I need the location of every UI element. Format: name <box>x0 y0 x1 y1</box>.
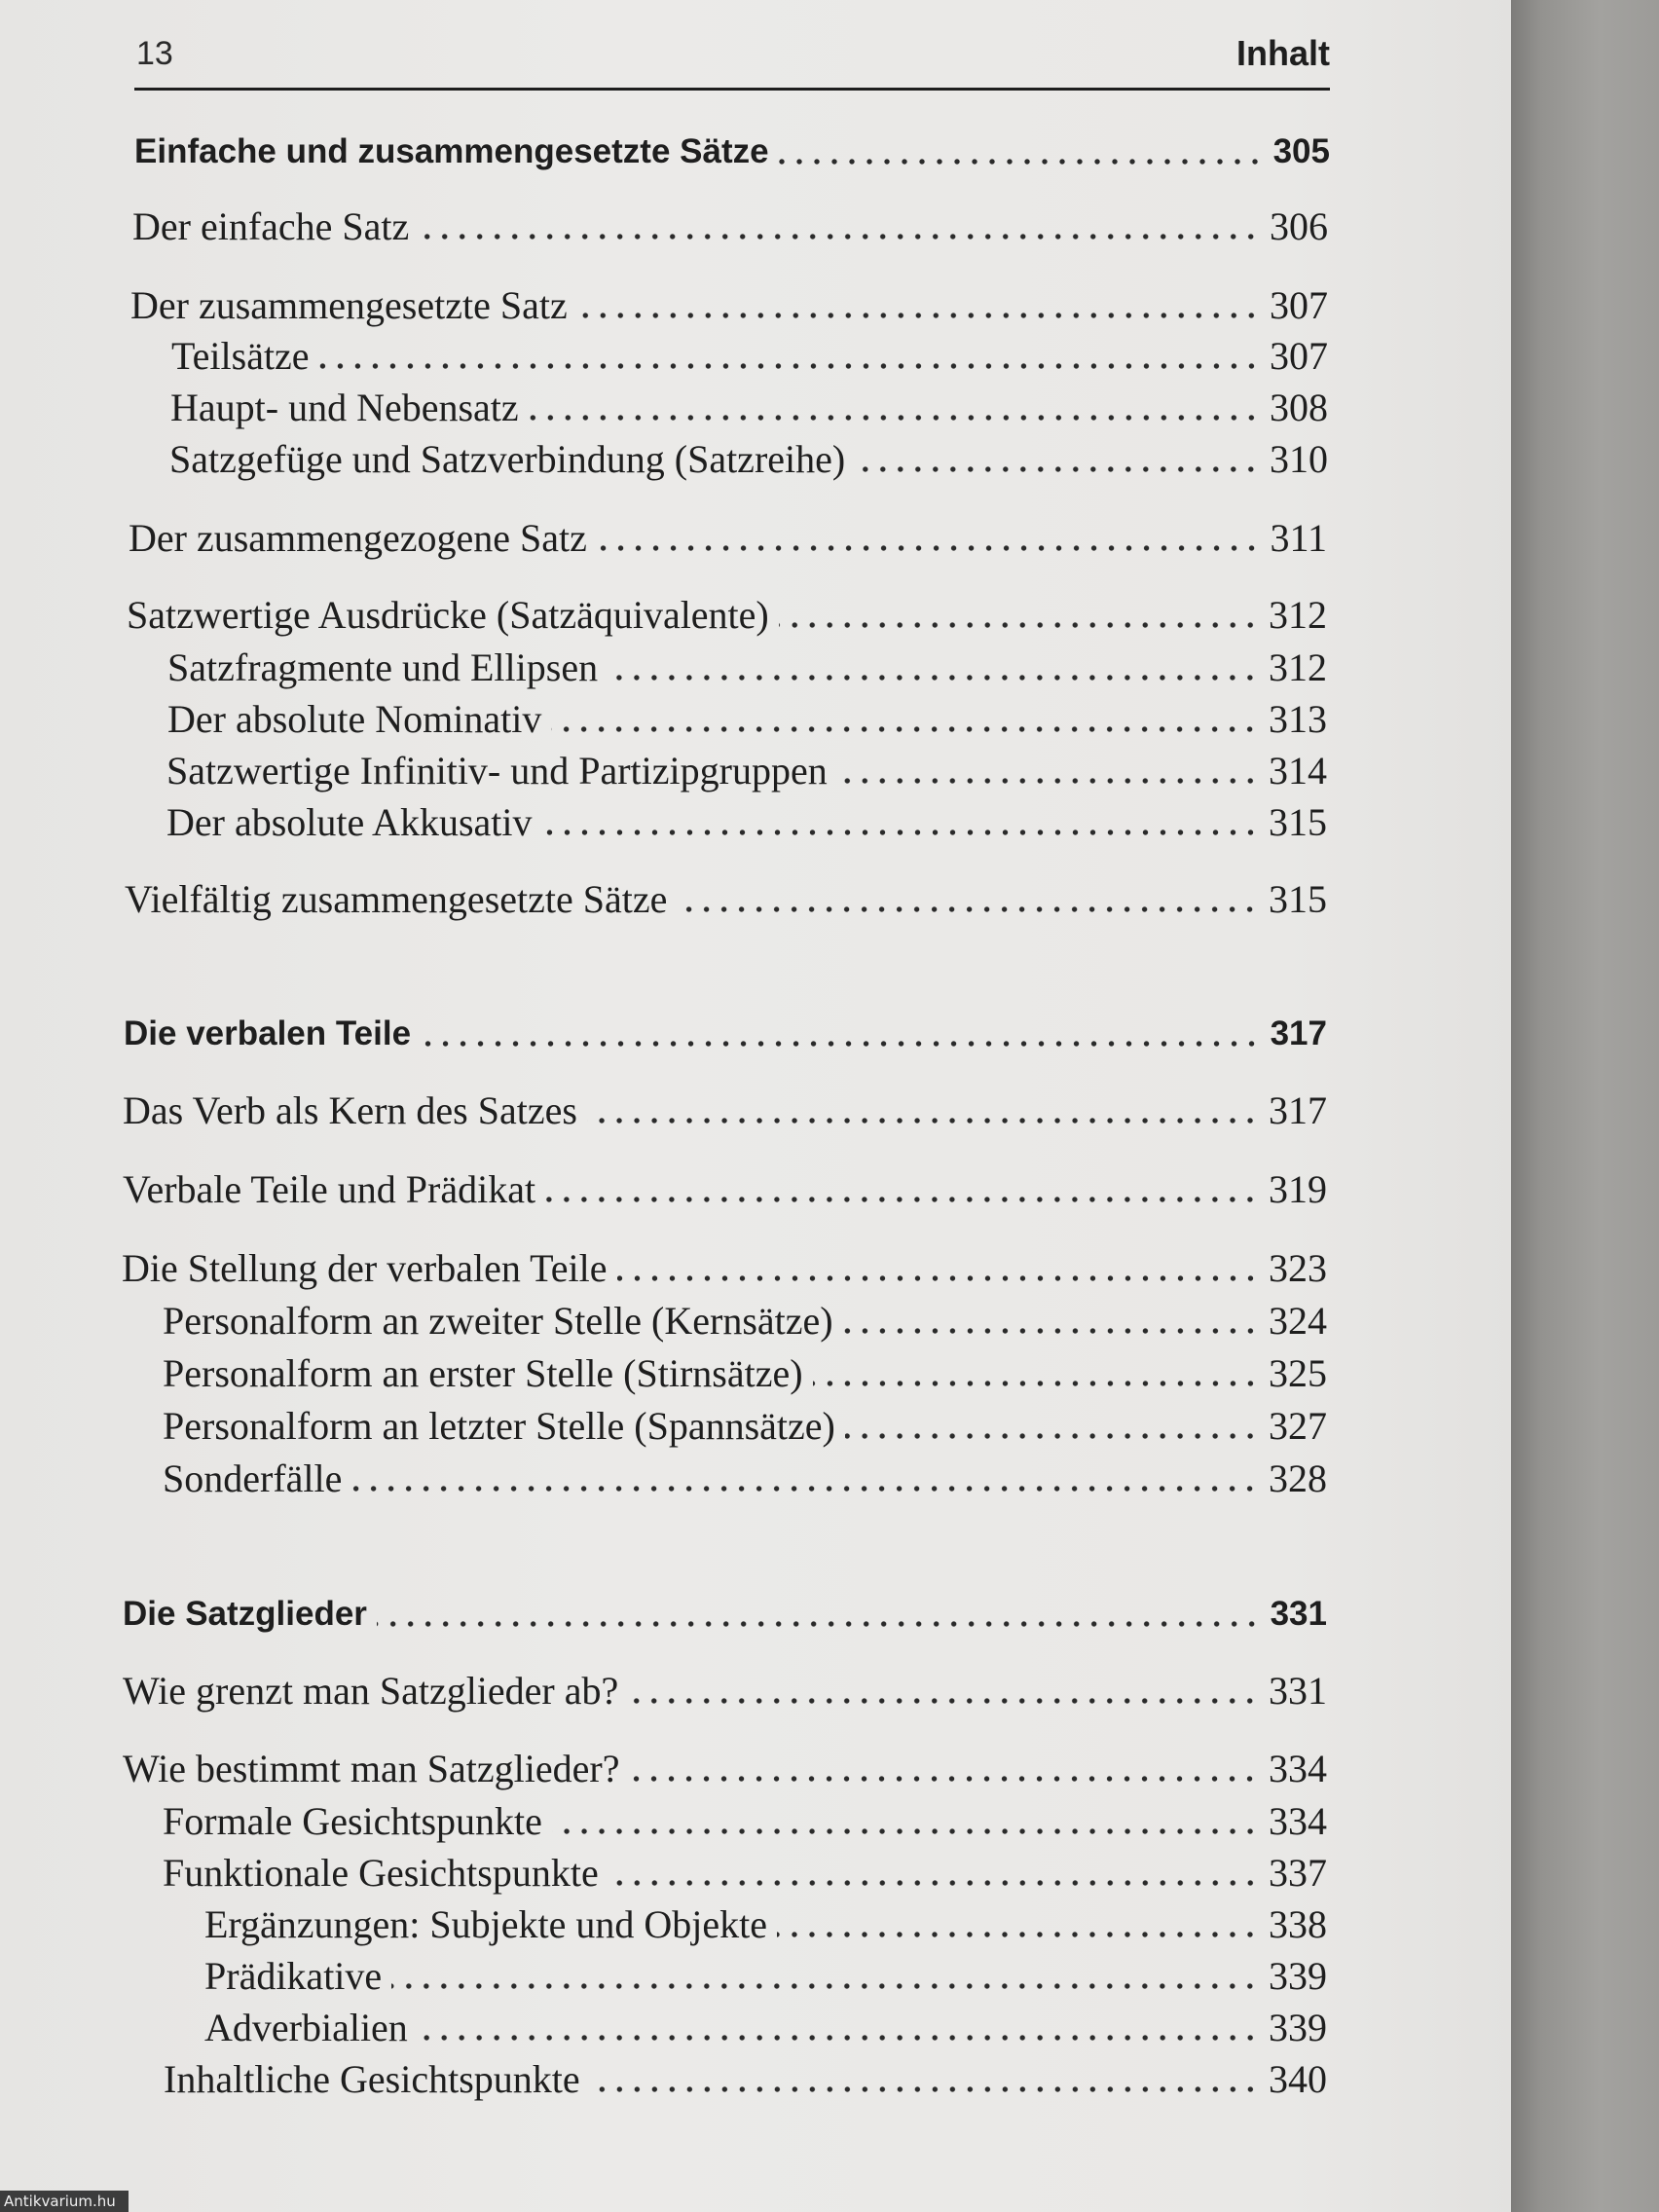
toc-subentry <box>170 383 1328 433</box>
dot-leader <box>855 463 1260 475</box>
toc-entry-page: 312 <box>1269 593 1327 637</box>
dot-leader <box>617 1272 1259 1284</box>
toc-section-heading <box>124 1009 1327 1059</box>
dot-leader <box>628 1695 1259 1707</box>
toc-entry-title: Die verbalen Teile <box>124 1014 412 1052</box>
toc-entry-title: Personalform an erster Stelle (Stirnsätze) <box>163 1351 803 1395</box>
toc-entry-title: Die Stellung der verbalen Teile <box>122 1246 608 1290</box>
toc-entry-title: Der absolute Nominativ <box>167 697 542 741</box>
toc-entry-page: 340 <box>1269 2057 1327 2101</box>
toc-entry <box>123 1744 1327 1794</box>
dot-leader <box>779 156 1264 167</box>
toc-entry-page: 305 <box>1272 132 1330 170</box>
toc-entry-title: Vielfältig zusammengesetzte Sätze <box>125 877 668 921</box>
toc-entry-title: Sonderfälle <box>163 1456 343 1500</box>
dot-leader <box>552 1825 1259 1837</box>
toc-entry-title: Ergänzungen: Subjekte und Objekte <box>204 1902 768 1946</box>
toc-subentry <box>169 434 1328 485</box>
toc-subentry <box>166 746 1327 796</box>
toc-entry-title: Formale Gesichtspunkte <box>163 1799 542 1843</box>
toc-entry-page: 315 <box>1269 877 1327 921</box>
toc-entry-page: 314 <box>1269 749 1327 793</box>
dot-leader <box>629 1773 1259 1785</box>
toc-section-heading <box>123 1589 1327 1640</box>
dot-leader <box>608 1877 1259 1889</box>
toc-entry <box>127 590 1327 641</box>
toc-entry-page: 324 <box>1269 1299 1327 1343</box>
toc-entry-page: 308 <box>1270 386 1328 429</box>
toc-entry-title: Das Verb als Kern des Satzes <box>123 1088 577 1132</box>
toc-entry-page: 328 <box>1269 1456 1327 1500</box>
toc-entry-page: 317 <box>1269 1088 1327 1132</box>
dot-leader <box>577 310 1260 321</box>
dot-leader <box>418 2032 1259 2044</box>
watermark: Antikvarium.hu <box>0 2191 129 2212</box>
dot-leader <box>351 1483 1259 1494</box>
toc-entry-title: Funktionale Gesichtspunkte <box>163 1851 599 1895</box>
dot-leader <box>419 231 1260 242</box>
toc-entry-title: Prädikative <box>204 1954 383 1998</box>
toc-entry-title: Personalform an letzter Stelle (Spannsätze) <box>163 1404 835 1448</box>
toc-subentry <box>163 1796 1327 1847</box>
toc-entry-page: 307 <box>1270 283 1328 327</box>
toc-entry-title: Adverbialien <box>204 2006 408 2049</box>
toc-subentry <box>163 1454 1327 1504</box>
dot-leader <box>777 1929 1259 1940</box>
toc-entry-page: 319 <box>1269 1167 1327 1211</box>
dot-leader <box>608 672 1259 683</box>
toc-entry-page: 312 <box>1269 645 1327 689</box>
toc-entry-page: 310 <box>1270 437 1328 481</box>
toc-entry <box>130 280 1328 331</box>
toc-subsubentry <box>204 1951 1327 2002</box>
dot-leader <box>677 903 1259 915</box>
toc-entry <box>122 1243 1327 1294</box>
toc-subsubentry <box>204 1899 1327 1950</box>
dot-leader <box>843 1325 1259 1337</box>
toc-entry-title: Einfache und zusammengesetzte Sätze <box>134 132 769 170</box>
toc-entry-title: Satzwertige Ausdrücke (Satzäquivalente) <box>127 593 769 637</box>
dot-leader <box>421 1038 1261 1050</box>
toc-entry-title: Der zusammengesetzte Satz <box>130 283 568 327</box>
toc-subentry <box>163 1296 1327 1346</box>
toc-entry <box>123 1086 1327 1136</box>
dot-leader <box>319 360 1260 372</box>
running-head: Inhalt <box>1236 33 1330 73</box>
toc-subentry <box>163 1848 1327 1899</box>
dot-leader <box>377 1618 1261 1630</box>
toc-subentry <box>167 643 1327 693</box>
toc-entry-title: Haupt- und Nebensatz <box>170 386 519 429</box>
toc-entry-title: Der absolute Akkusativ <box>166 800 533 844</box>
book-binding-shadow <box>1511 0 1659 2212</box>
toc-entry-page: 306 <box>1270 204 1328 248</box>
toc-entry-page: 339 <box>1269 2006 1327 2049</box>
toc-entry <box>125 874 1327 925</box>
toc-entry-page: 313 <box>1269 697 1327 741</box>
toc-entry-title: Inhaltliche Gesichtspunkte <box>164 2057 580 2101</box>
toc-entry-title: Wie bestimmt man Satzglieder? <box>123 1747 620 1790</box>
toc-entry <box>123 1666 1327 1716</box>
toc-entry-title: Verbale Teile und Prädikat <box>123 1167 536 1211</box>
dot-leader <box>551 723 1259 735</box>
toc-entry-title: Wie grenzt man Satzglieder ab? <box>123 1669 619 1713</box>
toc-entry-page: 331 <box>1269 1669 1327 1713</box>
toc-subentry <box>167 694 1327 745</box>
toc-entry-page: 315 <box>1269 800 1327 844</box>
toc-subentry <box>171 331 1328 382</box>
toc-entry-title: Teilsätze <box>171 334 310 378</box>
toc-entry <box>123 1164 1327 1215</box>
toc-entry-page: 311 <box>1270 516 1327 560</box>
dot-leader <box>597 542 1261 554</box>
toc-entry-page: 325 <box>1269 1351 1327 1395</box>
toc-entry-page: 337 <box>1269 1851 1327 1895</box>
toc-entry <box>129 513 1327 564</box>
toc-entry-title: Die Satzglieder <box>123 1595 367 1633</box>
dot-leader <box>779 619 1259 631</box>
dot-leader <box>837 775 1259 787</box>
toc-entry-page: 323 <box>1269 1246 1327 1290</box>
dot-leader <box>590 2083 1259 2095</box>
toc-entry-page: 338 <box>1269 1902 1327 1946</box>
toc-entry-page: 331 <box>1270 1595 1327 1633</box>
toc-subentry <box>163 1401 1327 1452</box>
toc-subentry <box>164 2054 1327 2105</box>
toc-subsubentry <box>204 2003 1327 2053</box>
toc-entry-page: 339 <box>1269 1954 1327 1998</box>
toc-subentry <box>166 797 1327 848</box>
toc-entry-page: 317 <box>1270 1014 1327 1052</box>
dot-leader <box>529 412 1260 424</box>
toc-section-heading <box>134 127 1330 177</box>
dot-leader <box>542 827 1260 838</box>
dot-leader <box>813 1378 1259 1389</box>
toc-entry-title: Satzfragmente und Ellipsen <box>167 645 599 689</box>
toc-entry-title: Der einfache Satz <box>132 204 410 248</box>
toc-entry-page: 307 <box>1270 334 1328 378</box>
toc-entry-title: Satzgefüge und Satzverbindung (Satzreihe) <box>169 437 846 481</box>
page-number: 13 <box>136 35 173 72</box>
dot-leader <box>391 1980 1259 1992</box>
toc-entry-title: Satzwertige Infinitiv- und Partizipgruppen <box>166 749 828 793</box>
dot-leader <box>587 1115 1259 1126</box>
dot-leader <box>545 1194 1259 1205</box>
dot-leader <box>845 1430 1259 1442</box>
toc-entry-title: Personalform an zweiter Stelle (Kernsätze) <box>163 1299 833 1343</box>
toc-entry-page: 334 <box>1269 1799 1327 1843</box>
toc-subentry <box>163 1348 1327 1399</box>
toc-entry <box>132 202 1328 252</box>
toc-entry-page: 327 <box>1269 1404 1327 1448</box>
toc-entry-page: 334 <box>1269 1747 1327 1790</box>
page-header <box>134 29 1330 91</box>
toc-entry-title: Der zusammengezogene Satz <box>129 516 587 560</box>
